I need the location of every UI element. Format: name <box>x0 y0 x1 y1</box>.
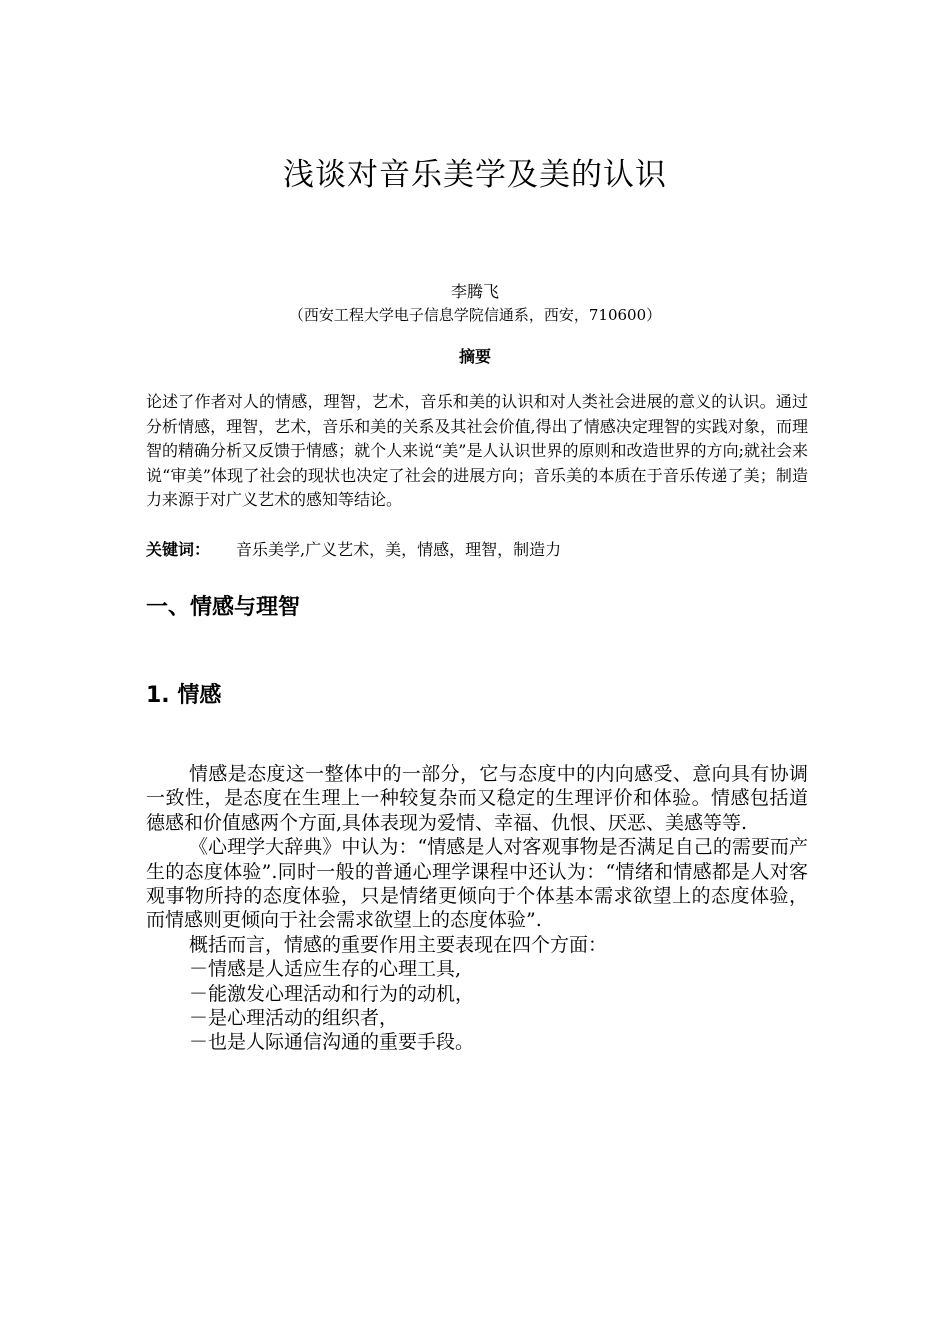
paragraph: 《心理学大辞典》中认为：“情感是人对客观事物是否满足自己的需要而产生的态度体验”.同时一般的普通心理学课程中还认为：“情绪和情感都是人对客观事物所持的态度体验，只是情绪更倾向于个体基本需求欲望上的态度体验，而情感则更倾向于社会需求欲望上的态度体验”. <box>146 836 808 932</box>
list-item: －也是人际通信沟通的重要手段。 <box>189 1031 475 1054</box>
keywords-line <box>146 538 808 562</box>
author-name: 李腾飞 <box>450 282 499 301</box>
paragraph: 概括而言，情感的重要作用主要表现在四个方面： <box>189 933 608 956</box>
section-heading: 一、情感与理智 <box>146 595 301 620</box>
subsection-heading: 1. 情感 <box>146 683 222 708</box>
paper-title: 浅谈对音乐美学及美的认识 <box>283 157 667 193</box>
abstract-text: 论述了作者对人的情感，理智，艺术，音乐和美的认识和对人类社会进展的意义的认识。通过分析情感，理智，艺术，音乐和美的关系及其社会价值,得出了情感决定理智的实践对象，而理智的精确分析又反馈于情感；就个人来说“美”是人认识世界的原则和改造世界的方向;就社会来说“审美”体现了社会的现状也决定了社会的进展方向；音乐美的本质在于音乐传递了美；制造力来源于对广义艺术的感知等结论。 <box>146 392 808 509</box>
paragraph: 情感是态度这一整体中的一部分，它与态度中的内向感受、意向具有协调一致性，是态度在生理上一种较复杂而又稳定的生理评价和体验。情感包括道德感和价值感两个方面,具体表现为爱情、幸福、仇恨、厌恶、美感等等. <box>146 763 808 834</box>
keywords-label: 关键词： <box>146 540 211 559</box>
abstract-heading: 摘要 <box>458 347 491 366</box>
list-item: －情感是人适应生存的心理工具, <box>189 958 462 981</box>
list-item: －是心理活动的组织者， <box>189 1007 399 1030</box>
keywords-text: 音乐美学,广义艺术，美，情感，理智，制造力 <box>236 540 562 559</box>
body-text <box>146 762 808 1055</box>
author-affiliation: （西安工程大学电子信息学院信通系，西安，710600） <box>288 306 662 324</box>
list-item: －能激发心理活动和行为的动机， <box>189 982 475 1005</box>
